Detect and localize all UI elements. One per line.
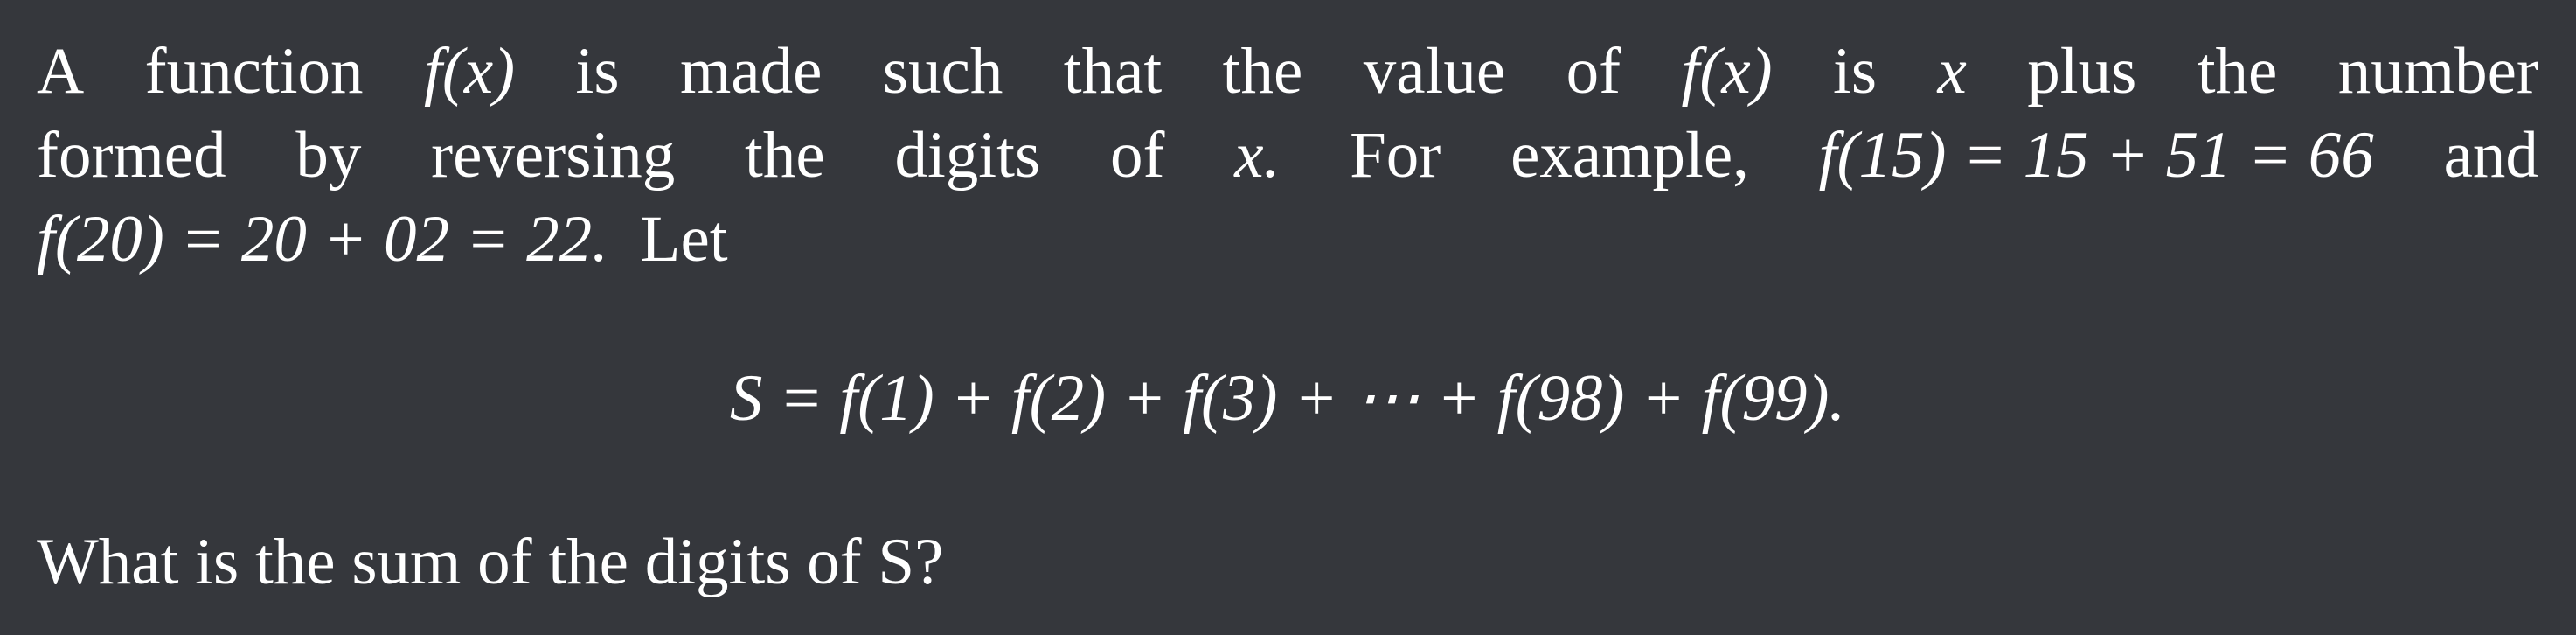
word: plus: [2027, 35, 2137, 108]
problem-line-1: [37, 35, 2538, 108]
word: is: [1833, 35, 1878, 108]
word: the: [745, 119, 825, 192]
variable-x: x: [1937, 35, 1967, 108]
function-notation: f(x): [1681, 35, 1773, 108]
function-notation: f(x): [424, 35, 516, 108]
word: and: [2443, 119, 2538, 192]
word: A: [37, 35, 85, 108]
question: What is the sum of the digits of S?: [37, 526, 944, 598]
word: example,: [1510, 119, 1749, 192]
word: by: [295, 119, 362, 192]
word: digits: [894, 119, 1041, 192]
word: Let: [640, 203, 728, 276]
word: function: [144, 35, 364, 108]
word: of: [1566, 35, 1621, 108]
word: such: [882, 35, 1003, 108]
word: the: [1222, 35, 1303, 108]
word: reversing: [431, 119, 676, 192]
variable-x: x.: [1234, 119, 1281, 192]
word: made: [679, 35, 823, 108]
word: number: [2337, 35, 2538, 108]
display-equation: S = f(1) + f(2) + f(3) + ⋯ + f(98) + f(99).: [729, 362, 1846, 435]
word: that: [1063, 35, 1163, 108]
word: For: [1350, 119, 1441, 192]
word: value: [1363, 35, 1506, 108]
example-equation: f(20) = 20 + 02 = 22.: [37, 203, 608, 276]
word: the: [2197, 35, 2278, 108]
math-problem: [37, 0, 2538, 635]
word: formed: [37, 119, 226, 192]
problem-line-2: [37, 119, 2538, 192]
example-equation: f(15) = 15 + 51 = 66: [1818, 119, 2374, 192]
problem-line-3: [37, 203, 728, 276]
word: is: [575, 35, 620, 108]
word: of: [1109, 119, 1165, 192]
